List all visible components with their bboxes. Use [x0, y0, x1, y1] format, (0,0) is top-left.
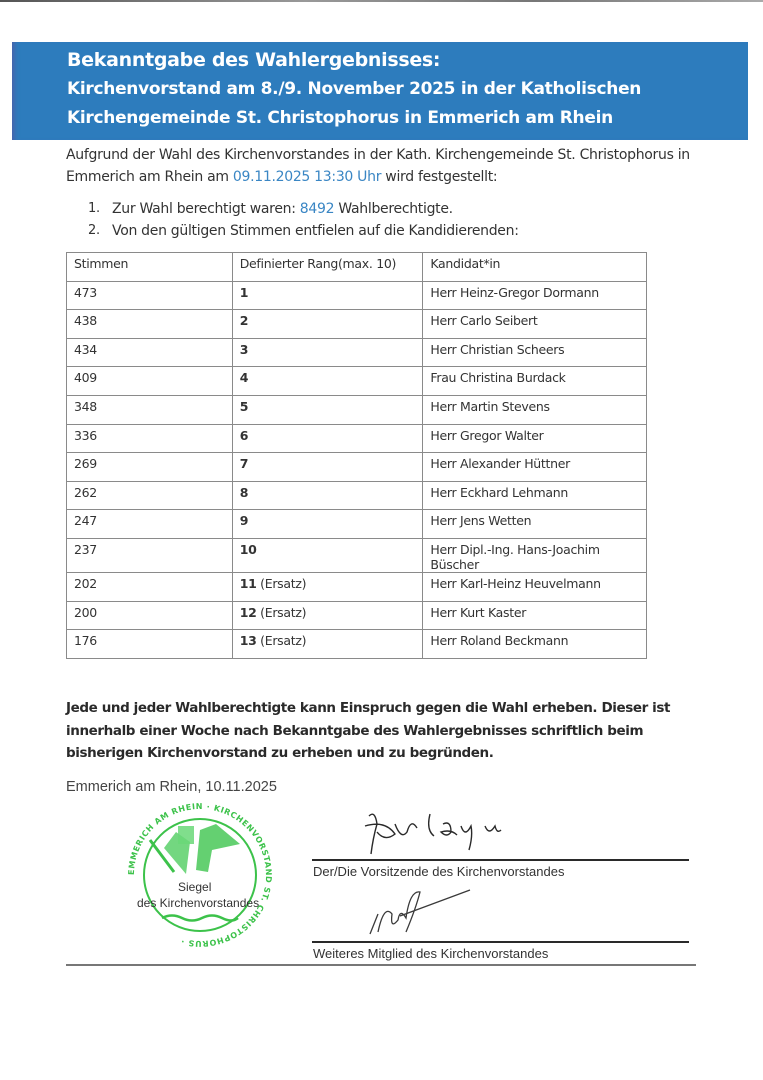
member-signature-line	[312, 941, 689, 943]
table-row	[67, 453, 647, 482]
intro-paragraph	[66, 144, 706, 188]
rank-cell	[232, 281, 423, 310]
rank-value: 5	[239, 398, 249, 414]
list-number: 1.	[88, 201, 100, 216]
table-row	[67, 281, 647, 310]
member-signature-label: Weiteres Mitglied des Kirchenvorstandes	[313, 946, 549, 961]
objection-notice: Jede und jeder Wahlberechtigte kann Einspruch gegen die Wahl erheben. Dieser ist innerhalb einer Woche nach Bekanntgabe des Wahlergebnisses schriftlich beim bisherigen Kirchenvorstand zu erheben und zu begründen.	[66, 700, 671, 761]
votes-cell: 409	[67, 367, 233, 396]
rank-value: 12	[239, 604, 257, 620]
votes-cell: 348	[67, 395, 233, 424]
table-row	[67, 510, 647, 539]
rank-cell	[232, 424, 423, 453]
page-subtitle-line-1: Kirchenvorstand am 8./9. November 2025 in der Katholischen	[67, 79, 642, 99]
findings-list	[88, 198, 519, 242]
rank-cell	[232, 338, 423, 367]
intro-text-after: wird festgestellt:	[381, 169, 498, 185]
table-row	[67, 630, 647, 659]
election-datetime: 09.11.2025 13:30 Uhr	[232, 169, 382, 185]
rank-cell	[232, 538, 423, 572]
rank-value: 4	[239, 370, 249, 386]
rank-cell	[232, 310, 423, 339]
rank-value: 9	[239, 513, 249, 529]
rank-cell	[232, 630, 423, 659]
member-signature	[360, 886, 480, 938]
rank-note: (Ersatz)	[256, 604, 307, 620]
church-seal-stamp	[112, 800, 288, 950]
list-item	[88, 220, 519, 242]
votes-cell: 200	[67, 601, 233, 630]
rank-cell	[232, 395, 423, 424]
column-header-candidate: Kandidat*in	[423, 253, 647, 282]
votes-cell: 438	[67, 310, 233, 339]
candidate-cell: Herr Eckhard Lehmann	[423, 481, 647, 510]
table-header-row	[67, 253, 647, 282]
table-row	[67, 572, 647, 601]
votes-cell: 202	[67, 572, 233, 601]
list-item	[88, 198, 519, 220]
page-subtitle-line-2: Kirchengemeinde St. Christophorus in Emmerich am Rhein	[67, 108, 613, 128]
rank-value: 13	[239, 633, 257, 649]
rank-value: 11	[239, 575, 257, 591]
table-row	[67, 538, 647, 572]
seal-icon	[127, 802, 273, 948]
table-row	[67, 395, 647, 424]
results-table	[66, 252, 647, 659]
chair-signature-line	[312, 859, 689, 861]
rank-value: 1	[239, 284, 249, 300]
candidate-cell: Herr Karl-Heinz Heuvelmann	[423, 572, 647, 601]
candidate-cell: Herr Roland Beckmann	[423, 630, 647, 659]
rank-cell	[232, 367, 423, 396]
seal-label-line-1: Siegel	[178, 880, 212, 894]
table-row	[67, 601, 647, 630]
candidate-cell: Herr Gregor Walter	[423, 424, 647, 453]
page-top-edge	[0, 0, 763, 2]
place-date: Emmerich am Rhein, 10.11.2025	[66, 779, 277, 795]
votes-cell: 269	[67, 453, 233, 482]
list-text: Wahlberechtigte.	[334, 201, 453, 217]
bottom-divider	[66, 964, 696, 966]
rank-value: 7	[239, 456, 249, 472]
votes-cell: 176	[67, 630, 233, 659]
candidate-cell: Frau Christina Burdack	[423, 367, 647, 396]
votes-cell: 434	[67, 338, 233, 367]
votes-cell: 473	[67, 281, 233, 310]
list-number: 2.	[88, 223, 100, 238]
page-title: Bekanntgabe des Wahlergebnisses:	[67, 49, 441, 71]
candidate-cell: Herr Heinz-Gregor Dormann	[423, 281, 647, 310]
chair-signature	[355, 808, 525, 856]
seal-ring-text: EMMERICH AM RHEIN · KIRCHENVORSTAND ST. CHRISTOPHORUS ·	[126, 801, 274, 949]
votes-cell: 336	[67, 424, 233, 453]
table-row	[67, 424, 647, 453]
rank-cell	[232, 481, 423, 510]
rank-cell	[232, 510, 423, 539]
list-text: Von den gültigen Stimmen entfielen auf die Kandidierenden:	[112, 223, 519, 239]
rank-value: 2	[239, 313, 249, 329]
rank-value: 8	[239, 484, 249, 500]
eligible-voters-count: 8492	[299, 201, 335, 217]
rank-cell	[232, 601, 423, 630]
seal-label-line-2: des Kirchenvorstandes	[137, 896, 260, 910]
intro-text-before: Aufgrund der Wahl des Kirchenvorstandes in der Kath. Kirchengemeinde St. Christophorus in Emmerich am Rhein am	[66, 147, 690, 185]
rank-value: 10	[239, 541, 257, 557]
svg-text:EMMERICH AM RHEIN · KIRCHENVOR	[127, 802, 273, 948]
column-header-votes: Stimmen	[67, 253, 233, 282]
rank-cell	[232, 453, 423, 482]
table-row	[67, 338, 647, 367]
table-row	[67, 367, 647, 396]
candidate-cell: Herr Carlo Seibert	[423, 310, 647, 339]
rank-value: 3	[239, 341, 249, 357]
list-text: Zur Wahl berechtigt waren:	[112, 201, 300, 217]
candidate-cell: Herr Dipl.-Ing. Hans-Joachim Büscher	[423, 538, 647, 572]
table-row	[67, 481, 647, 510]
column-header-rank: Definierter Rang(max. 10)	[232, 253, 423, 282]
candidate-cell: Herr Kurt Kaster	[423, 601, 647, 630]
table-row	[67, 310, 647, 339]
candidate-cell: Herr Martin Stevens	[423, 395, 647, 424]
rank-note: (Ersatz)	[256, 633, 307, 649]
rank-cell	[232, 572, 423, 601]
candidate-cell: Herr Jens Wetten	[423, 510, 647, 539]
rank-value: 6	[239, 427, 249, 443]
header-banner	[12, 42, 748, 140]
candidate-cell: Herr Alexander Hüttner	[423, 453, 647, 482]
chair-signature-label: Der/Die Vorsitzende des Kirchenvorstandes	[313, 864, 565, 879]
rank-note: (Ersatz)	[256, 575, 307, 591]
votes-cell: 262	[67, 481, 233, 510]
votes-cell: 237	[67, 538, 233, 572]
candidate-cell: Herr Christian Scheers	[423, 338, 647, 367]
votes-cell: 247	[67, 510, 233, 539]
